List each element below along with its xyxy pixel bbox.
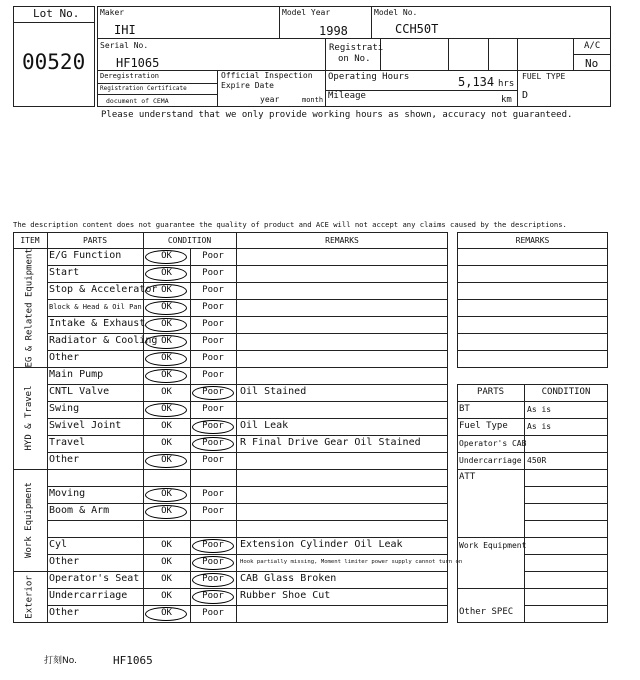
poor-option[interactable]: Poor [202,302,224,312]
part-label: Travel [49,437,86,448]
part-label: CNTL Valve [49,386,110,397]
ok-selected-circle [145,369,187,383]
ok-option[interactable]: OK [161,285,172,295]
remark-text: Rubber Shoe Cut [240,590,331,601]
remark-text: CAB Glass Broken [240,573,337,584]
year-label: year [260,95,280,104]
registration-certificate-label: Registration Certificate [100,85,187,92]
remark-text: Extension Cylinder Oil Leak [240,539,403,550]
disclaimer: The description content does not guarantee the quality of product and ACE will not accept any claims caused by the descriptions. [13,220,567,229]
poor-selected-circle [192,386,234,400]
ac-value: No [585,57,599,70]
right-cond-undercarriage: 450R [527,456,547,465]
ok-selected-circle [145,607,187,621]
part-label: Intake & Exhaust [49,318,146,329]
right-col-parts-header: PARTS [476,387,505,397]
ok-option[interactable]: OK [161,489,172,499]
registration-label-2: on No. [338,54,371,64]
item-group-exterior: Exterior [24,574,34,619]
right-remarks-box [457,232,608,368]
part-label: Other [49,556,80,567]
part-label: Swing [49,403,80,414]
poor-selected-circle [192,539,234,553]
ok-option[interactable]: OK [161,370,172,380]
poor-option[interactable]: Poor [202,540,224,550]
poor-option[interactable]: Poor [202,285,224,295]
hrs-unit: hrs [498,79,515,89]
part-label: E/G Function [49,250,122,261]
poor-option[interactable]: Poor [202,455,224,465]
ok-option[interactable]: OK [161,608,172,618]
operating-hours-value: 5,134 [458,75,495,89]
poor-selected-circle [192,590,234,604]
ok-option[interactable]: OK [161,591,172,601]
poor-option[interactable]: Poor [202,489,224,499]
part-label: Moving [49,488,86,499]
item-group-hyd-travel: HYD & Travel [24,385,34,451]
poor-selected-circle [192,556,234,570]
part-label: Other [49,352,80,363]
ok-selected-circle [145,352,187,366]
km-unit: km [501,95,512,105]
lot-no-label: Lot No. [33,7,80,20]
part-label: Swivel Joint [49,420,122,431]
ok-option[interactable]: OK [161,421,172,431]
right-part-bt: BT [459,404,470,414]
model-no-label: Model No. [374,8,418,17]
ok-option[interactable]: OK [161,302,172,312]
right-part-work-equipment: Work Equipment [459,541,527,550]
ok-option[interactable]: OK [161,404,172,414]
item-group-eg-related: EG & Related Equipment [24,247,34,367]
ok-selected-circle [145,505,187,519]
part-label: Cyl [49,539,68,550]
ok-selected-circle [145,284,187,298]
poor-option[interactable]: Poor [202,387,224,397]
part-label: Stop & Accelerator [49,284,158,295]
poor-option[interactable]: Poor [202,506,224,516]
part-label: Start [49,267,80,278]
part-label: Radiator & Cooling [49,335,158,346]
right-part-operator-cab: Operator's CAB [459,439,527,448]
maker-label: Maker [100,8,125,17]
part-label: Other [49,607,80,618]
ok-option[interactable]: OK [161,387,172,397]
month-label: month [302,96,324,104]
poor-option[interactable]: Poor [202,370,224,380]
stamp-no-label: 打刻No. [44,656,77,666]
ok-option[interactable]: OK [161,438,172,448]
poor-option[interactable]: Poor [202,574,224,584]
ok-option[interactable]: OK [161,336,172,346]
expire-date-label: Expire Date [221,81,274,90]
poor-option[interactable]: Poor [202,336,224,346]
poor-selected-circle [192,420,234,434]
poor-selected-circle [192,573,234,587]
poor-option[interactable]: Poor [202,591,224,601]
poor-option[interactable]: Poor [202,421,224,431]
maker-value: IHI [114,23,136,37]
right-part-fuel-type: Fuel Type [459,421,508,431]
ok-selected-circle [145,403,187,417]
poor-option[interactable]: Poor [202,319,224,329]
poor-option[interactable]: Poor [202,438,224,448]
model-year-value: 1998 [319,24,348,38]
ok-option[interactable]: OK [161,353,172,363]
ok-option[interactable]: OK [161,557,172,567]
col-parts-header: PARTS [82,236,108,245]
poor-option[interactable]: Poor [202,404,224,414]
remark-text: Oil Stained [240,386,307,397]
part-label: Boom & Arm [49,505,110,516]
ok-option[interactable]: OK [161,506,172,516]
ok-option[interactable]: OK [161,574,172,584]
right-part-att: ATT [459,472,476,482]
poor-option[interactable]: Poor [202,251,224,261]
ok-selected-circle [145,250,187,264]
col-item-header: ITEM [20,236,40,245]
part-label: Operator's Seat [49,573,140,584]
ok-option[interactable]: OK [161,540,172,550]
right-cond-bt: As is [527,405,552,414]
ok-option[interactable]: OK [161,455,172,465]
model-no-value: CCH50T [395,22,439,36]
registration-label: Registrati [329,43,384,53]
ok-selected-circle [145,335,187,349]
right-cond-fuel-type: As is [527,422,552,431]
right-col-condition-header: CONDITION [541,387,591,397]
ok-selected-circle [145,267,187,281]
part-label: Other [49,454,80,465]
remark-text: Hook partially missing, Moment limiter power supply cannot turn on [240,559,463,565]
operating-hours-label: Operating Hours [328,72,410,82]
part-label: Undercarriage [49,590,128,601]
ok-selected-circle [145,318,187,332]
right-remarks-header: REMARKS [515,236,550,245]
poor-option[interactable]: Poor [202,268,224,278]
model-year-label: Model Year [282,8,331,17]
ok-option[interactable]: OK [161,319,172,329]
lot-no-value: 00520 [22,50,86,74]
poor-selected-circle [192,437,234,451]
serial-no-label: Serial No. [100,41,149,50]
hours-notice: Please understand that we only provide working hours as shown, accuracy not guaranteed. [101,110,573,120]
ac-label: A/C [584,41,601,51]
poor-option[interactable]: Poor [202,557,224,567]
fuel-type-label: FUEL TYPE [522,72,566,81]
poor-option[interactable]: Poor [202,353,224,363]
ok-selected-circle [145,301,187,315]
fuel-type-value: D [522,90,529,101]
part-label: Main Pump [49,369,104,380]
col-remarks-header: REMARKS [325,236,359,245]
ok-option[interactable]: OK [161,268,172,278]
poor-option[interactable]: Poor [202,608,224,618]
document-cema-label: document of CEMA [106,97,169,105]
mileage-label: Mileage [328,91,366,101]
item-group-work-equipment: Work Equipment [24,482,34,558]
right-part-other-spec: Other SPEC [459,607,514,617]
ok-selected-circle [145,454,187,468]
deregistration-label: Deregistration [100,72,160,80]
remark-text: Oil Leak [240,420,289,431]
ok-option[interactable]: OK [161,251,172,261]
ok-selected-circle [145,488,187,502]
col-condition-header: CONDITION [167,236,212,245]
serial-no-value: HF1065 [116,56,160,70]
stamp-no-value: HF1065 [113,654,153,667]
remark-text: R Final Drive Gear Oil Stained [240,437,421,448]
part-label: Block & Head & Oil Pan [49,303,142,311]
right-part-undercarriage: Undercarriage [459,456,522,465]
official-inspection-label: Official Inspection [221,71,313,80]
